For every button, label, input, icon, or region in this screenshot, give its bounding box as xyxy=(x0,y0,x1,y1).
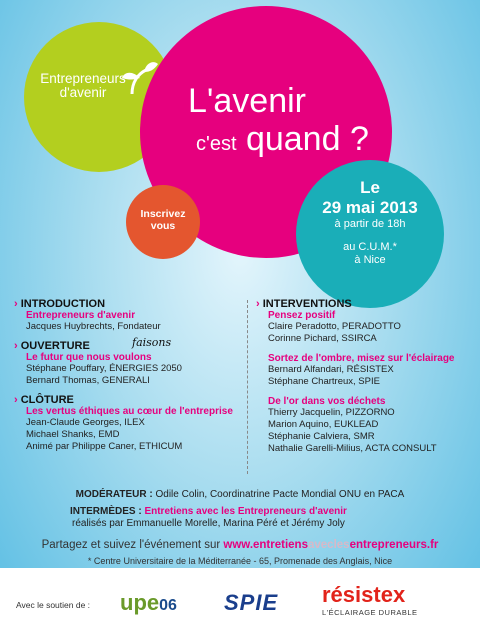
title-line1: L'avenir xyxy=(188,82,307,120)
title-line2: c'est quand ? xyxy=(196,120,369,158)
interventions-subtitle: Pensez positif xyxy=(268,310,336,321)
sponsors-bar xyxy=(0,568,480,629)
spie-logo: SPIE xyxy=(224,590,279,615)
interventions-subtitle: De l'or dans vos déchets xyxy=(268,396,386,407)
program-left xyxy=(14,298,244,453)
speaker-line: Jacques Huybrechts, Fondateur xyxy=(26,321,161,332)
speaker-line: Nathalie Garelli-Milius, ACTA CONSULT xyxy=(268,443,437,454)
sponsors-label: Avec le soutien de : xyxy=(16,600,91,610)
section-intro-title: › INTRODUCTION xyxy=(14,298,106,310)
speaker-line: Claire Peradotto, PERADOTTO xyxy=(268,321,401,332)
speaker-line: Marion Aquino, EUKLEAD xyxy=(268,419,379,430)
speaker-line: Corinne Pichard, SSIRCA xyxy=(268,333,377,344)
section-interventions-title: › INTERVENTIONS xyxy=(256,298,352,310)
brand-logo-text: Entrepreneurs d'avenir xyxy=(40,71,126,100)
cloture-subtitle: Les vertus éthiques au cœur de l'entreprise xyxy=(26,406,233,417)
resistex-logo: résistex L'ÉCLAIRAGE DURABLE xyxy=(322,582,418,617)
upe06-logo: upe06 xyxy=(120,590,177,615)
speaker-line: Michael Shanks, EMD xyxy=(26,429,120,440)
interventions-subtitle: Sortez de l'ombre, misez sur l'éclairage xyxy=(268,353,455,364)
speaker-line: Jean-Claude Georges, ILEX xyxy=(26,417,145,428)
share-line: Partagez et suivez l'événement sur www.entretiensaveclesentrepreneurs.fr xyxy=(41,539,439,551)
speaker-line: Animé par Philippe Caner, ETHICUM xyxy=(26,441,183,452)
column-divider xyxy=(247,300,248,474)
speaker-line: Stéphane Pouffary, ÉNERGIES 2050 xyxy=(26,363,182,374)
footnote: * Centre Universitaire de la Méditerranée - 65, Promenade des Anglais, Nice xyxy=(87,556,393,566)
event-date-venue: Le 29 mai 2013 à partir de 18h au C.U.M.* à Nice xyxy=(322,178,418,266)
speaker-line: Stéphane Chartreux, SPIE xyxy=(268,376,380,387)
event-website-link[interactable]: www.entretiensaveclesentrepreneurs.fr xyxy=(223,539,439,551)
register-cta[interactable]: Inscrivez vous xyxy=(140,208,186,232)
section-cloture-title: › CLÔTURE xyxy=(14,394,74,406)
speaker-line: Bernard Thomas, GENERALI xyxy=(26,375,150,386)
speaker-line: Bernard Alfandari, RÉSISTEX xyxy=(268,364,394,375)
intermedes: INTERMÈDES : Entretiens avec les Entrepreneurs d'avenir réalisés par Emmanuelle Morelle, Marina Péré et Jérémy Joly xyxy=(70,506,347,529)
program-right xyxy=(256,298,478,455)
intro-subtitle: Entrepreneurs d'avenir xyxy=(26,310,136,321)
ouverture-subtitle: Le futur que nous voulons xyxy=(26,352,152,363)
section-ouverture-title: › OUVERTURE faisons xyxy=(14,336,172,352)
speaker-line: Thierry Jacquelin, PIZZORNO xyxy=(268,407,395,418)
speaker-line: Stéphanie Calviera, SMR xyxy=(268,431,375,442)
moderator-line: MODÉRATEUR : Odile Colin, Coordinatrine Pacte Mondial ONU en PACA xyxy=(75,489,405,500)
